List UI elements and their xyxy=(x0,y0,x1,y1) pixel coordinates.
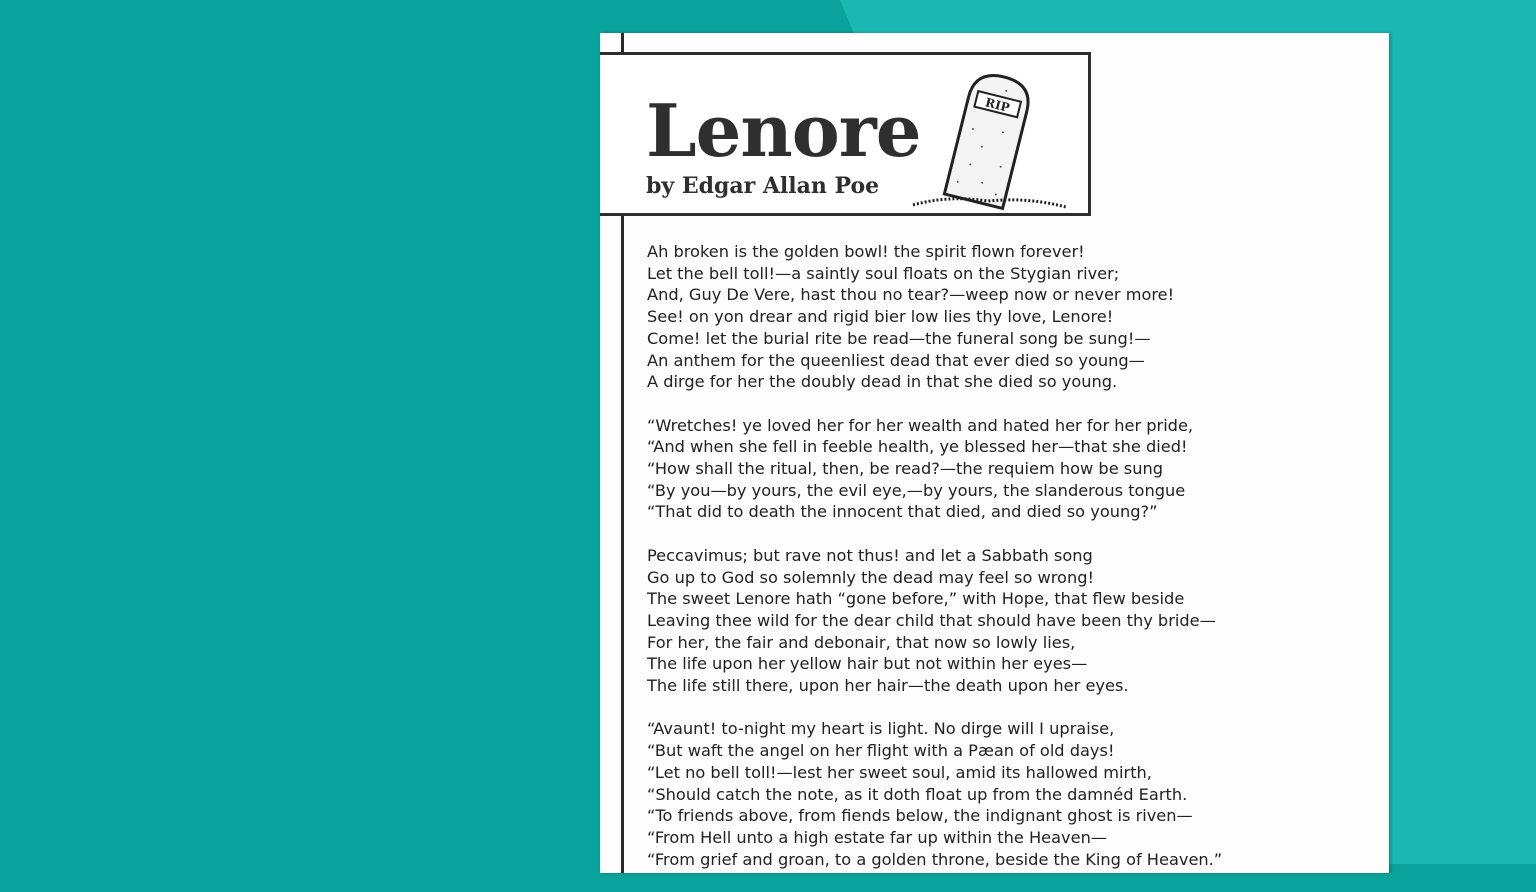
poem-line: See! on yon drear and rigid bier low lies thy love, Lenore! xyxy=(647,307,1114,327)
poem-line: Go up to God so solemnly the dead may feel so wrong! xyxy=(647,567,1094,587)
poem-line: “Let no bell toll!—lest her sweet soul, amid its hallowed mirth, xyxy=(647,762,1152,782)
stanza xyxy=(647,241,1222,393)
poem-line: “And when she fell in feeble health, ye blessed her—that she died! xyxy=(647,437,1188,457)
poem-line: For her, the fair and debonair, that now so lowly lies, xyxy=(647,632,1076,652)
poem-line: “By you—by yours, the evil eye,—by yours, the slanderous tongue xyxy=(647,480,1186,500)
poem-line: “Should catch the note, as it doth float up from the damnéd Earth. xyxy=(647,784,1188,804)
poem-line: “But waft the angel on her flight with a Pæan of old days! xyxy=(647,741,1115,761)
stanza xyxy=(647,415,1222,524)
poem-line: A dirge for her the doubly dead in that she died so young. xyxy=(647,372,1118,392)
poem-line: “From grief and groan, to a golden throne, beside the King of Heaven.” xyxy=(647,849,1223,869)
poem-line: “Avaunt! to-night my heart is light. No dirge will I upraise, xyxy=(647,719,1115,739)
stanza xyxy=(647,718,1222,870)
poem-line: Ah broken is the golden bowl! the spirit flown forever! xyxy=(647,242,1085,261)
poem-line: “From Hell unto a high estate far up within the Heaven— xyxy=(647,827,1108,847)
poem-line: “How shall the ritual, then, be read?—the requiem how be sung xyxy=(647,459,1164,479)
worksheet-page xyxy=(600,33,1389,873)
poem-line: Peccavimus; but rave not thus! and let a Sabbath song xyxy=(647,545,1093,565)
title-box xyxy=(600,52,1091,216)
tombstone-icon xyxy=(908,63,1068,213)
poem-line: “To friends above, from fiends below, the indignant ghost is riven— xyxy=(647,806,1193,826)
poem-line: Let the bell toll!—a saintly soul floats on the Stygian river; xyxy=(647,263,1120,283)
stanza xyxy=(647,545,1222,697)
poem-line: The life still there, upon her hair—the death upon her eyes. xyxy=(647,676,1129,696)
poem-line: And, Guy De Vere, hast thou no tear?—weep now or never more! xyxy=(647,285,1175,305)
poem-line: Leaving thee wild for the dear child that should have been thy bride— xyxy=(647,610,1216,630)
poem-line: An anthem for the queenliest dead that ever died so young— xyxy=(647,350,1145,370)
poem-line: “Wretches! ye loved her for her wealth and hated her for her pride, xyxy=(647,415,1194,435)
tombstone-label: RIP xyxy=(983,95,1012,115)
poem-line: “That did to death the innocent that died, and died so young?” xyxy=(647,502,1158,522)
poem-author: by Edgar Allan Poe xyxy=(646,173,880,199)
poem-body xyxy=(647,241,1222,892)
poem-line: Come! let the burial rite be read—the funeral song be sung!— xyxy=(647,328,1151,348)
poem-line: The sweet Lenore hath “gone before,” with Hope, that flew beside xyxy=(647,589,1185,609)
poem-line: The life upon her yellow hair but not within her eyes— xyxy=(647,654,1088,674)
poem-title: Lenore xyxy=(646,88,921,173)
